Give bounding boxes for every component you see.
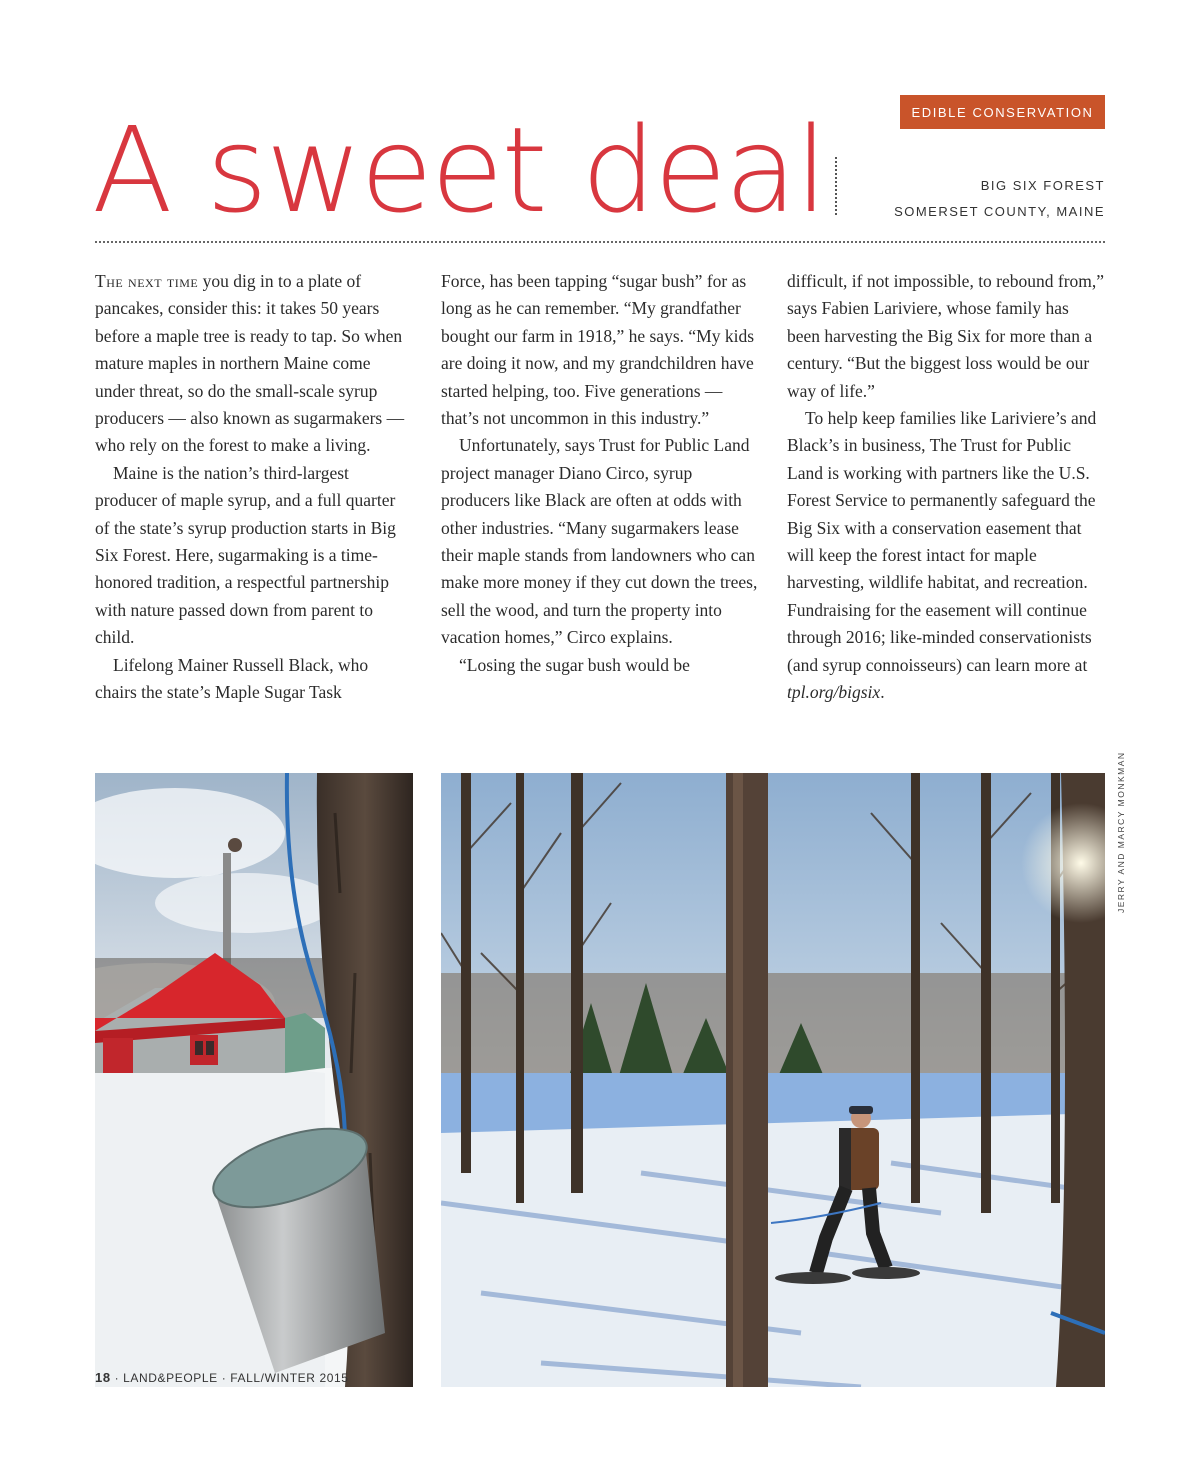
page-number: 18 xyxy=(95,1370,111,1385)
location-line-1: BIG SIX FOREST xyxy=(980,178,1105,193)
paragraph: Unfortunately, says Trust for Public Land project manager Diano Circo, syrup producers like Black are often at odds with other industries. “Many sugarmakers lease their maple stands from landowners who can make more money if they cut down the trees, sell the wood, and turn the property into vacation homes,” Circo explains. xyxy=(441,435,758,648)
paragraph-text: To help keep families like Lariviere’s and Black’s in business, The Trust for Public Land is working with partners like the U.S. Forest Service to permanently safeguard the Big Six with a conservation easement that will keep the forest intact for maple harvesting, wildlife habitat, and recreation. Fundraising for the easement will continue through 2016; like-minded conservationists (and syrup connoisseurs) can learn more at xyxy=(787,408,1097,675)
paragraph-text: you dig in to a plate of pancakes, consider this: it takes 50 years before a maple tree is ready to tap. So when mature maples in northern Maine come under threat, so do the small-scale syrup producers — also known as sugarmakers — who rely on the forest to make a living. xyxy=(95,271,405,456)
article-column-3 xyxy=(787,268,1105,707)
paragraph xyxy=(787,405,1105,706)
article-column-2 xyxy=(441,268,759,679)
article-column-1 xyxy=(95,268,413,707)
paragraph xyxy=(95,268,413,460)
forest-snowshoer-photo xyxy=(441,773,1105,1387)
paragraph: difficult, if not impossible, to rebound from,” says Fabien Lariviere, whose family has been harvesting the Big Six for more than a century. “But the biggest loss would be our way of life.” xyxy=(787,271,1105,401)
paragraph: Lifelong Mainer Russell Black, who chairs the state’s Maple Sugar Task xyxy=(95,654,369,703)
article-title: A sweet deal xyxy=(92,101,826,239)
sap-bucket-illustration xyxy=(95,773,413,1387)
paragraph: Force, has been tapping “sugar bush” for as long as he can remember. “My grandfather bought our farm in 1918,” he says. “My kids are doing it now, and my grandchildren have started helping, too. Five generations — that’s not uncommon in this industry.” xyxy=(441,271,755,429)
website-link[interactable]: tpl.org/bigsix xyxy=(787,682,881,703)
location-block xyxy=(894,173,1105,225)
paragraph-end: . xyxy=(880,682,885,703)
section-tag: EDIBLE CONSERVATION xyxy=(900,95,1105,129)
location-line-2: SOMERSET COUNTY, MAINE xyxy=(894,204,1105,219)
publication-info: · LAND&PEOPLE · FALL/WINTER 2015 xyxy=(110,1371,349,1385)
header-rule xyxy=(95,241,1105,243)
paragraph: Maine is the nation’s third-largest producer of maple syrup, and a full quarter of the state’s syrup production starts in Big Six Forest. Here, sugarmaking is a time-honored tradition, a respectful partnership with nature passed down from parent to child. xyxy=(95,462,396,648)
lead-in: The next time xyxy=(95,271,199,291)
title-divider xyxy=(835,157,837,215)
page-footer xyxy=(95,1370,349,1385)
paragraph: “Losing the sugar bush would be xyxy=(459,654,690,675)
photo-credit: JERRY AND MARCY MONKMAN xyxy=(1116,751,1126,913)
forest-illustration xyxy=(441,773,1105,1387)
sap-bucket-photo xyxy=(95,773,413,1387)
